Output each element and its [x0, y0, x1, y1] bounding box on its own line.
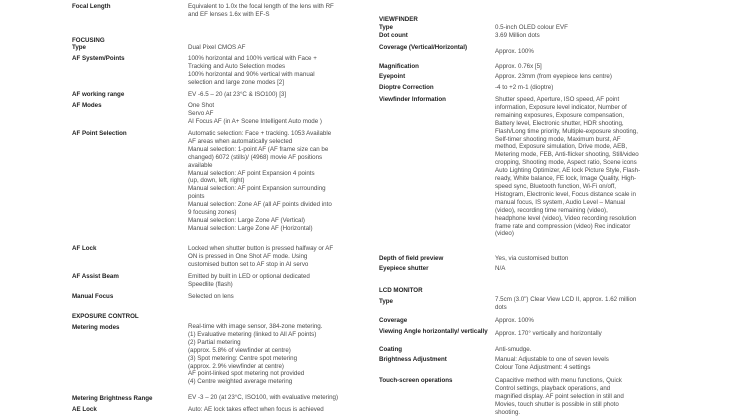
spec-value-line: Control settings, playback operations, and	[495, 384, 611, 392]
spec-label-coverage-vertical-horizontal: Coverage (Vertical/Horizontal)	[379, 44, 468, 51]
spec-value-line: -4 to +2 m-1 (dioptre)	[495, 84, 554, 91]
spec-value-line: Auto: AE lock takes effect when focus is achieved	[188, 406, 324, 413]
spec-label-af-point-selection: AF Point Selection	[72, 130, 127, 137]
spec-value-line: headphone level (video), Video recording resolution	[495, 214, 637, 222]
spec-label-focusing: FOCUSING	[72, 37, 105, 44]
spec-value-line: Histogram, Electronic level, Focus distance scale in	[495, 190, 636, 198]
spec-value-line: customised button set to AF stop in AI servo	[188, 260, 309, 268]
spec-value-line: Approx. 170° vertically and horizontally	[495, 330, 602, 337]
spec-label-dot-count: Dot count	[379, 32, 408, 39]
spec-label-depth-of-field-preview: Depth of field preview	[379, 255, 444, 262]
spec-value-line: Colour Tone Adjustment: 4 settings	[495, 363, 591, 371]
spec-value-line: EV -3 – 20 (at 23°C, ISO100, with evaluative metering)	[188, 394, 339, 401]
spec-value-line: points	[188, 193, 205, 201]
spec-label-lcd-monitor: LCD MONITOR	[379, 287, 423, 294]
spec-value-line: AF areas when automatically selected	[188, 137, 293, 145]
spec-value-line: EV -6.5 – 20 (at 23°C & ISO100) [3]	[188, 91, 287, 98]
spec-value-ae-lock	[188, 406, 370, 414]
spec-value-line: Yes, via customised button	[495, 255, 569, 262]
spec-value-line: frame rate and compression (video) Rec indicator	[495, 222, 631, 230]
spec-value-touch-screen-operations	[495, 377, 663, 417]
spec-value-line: magnified display. AF point selection in still and	[495, 392, 624, 400]
spec-value-line: Movies, touch shutter is possible in still photo	[495, 400, 619, 408]
spec-label-manual-focus: Manual Focus	[72, 293, 114, 300]
spec-value-type	[495, 24, 663, 32]
spec-value-depth-of-field-preview	[495, 255, 663, 263]
spec-value-line: ready, White balance, FE lock, Image Quality, High-	[495, 175, 637, 183]
spec-value-line: shooting.	[495, 408, 521, 416]
spec-label-dioptre-correction: Dioptre Correction	[379, 84, 434, 91]
spec-label-type: Type	[72, 44, 86, 51]
spec-label-viewfinder-information: Viewfinder Information	[379, 96, 446, 103]
spec-label-exposure-control: EXPOSURE CONTROL	[72, 313, 139, 320]
spec-value-line: Dual Pixel CMOS AF	[188, 44, 246, 51]
spec-label-ae-lock: AE Lock	[72, 406, 97, 413]
spec-value-af-lock	[188, 245, 370, 269]
spec-label-coating: Coating	[379, 346, 403, 353]
spec-value-line: Servo AF	[188, 109, 214, 117]
spec-value-line: 3.69 Million dots	[495, 32, 540, 39]
spec-value-brightness-adjustment	[495, 356, 663, 372]
spec-value-line: Approx. 100%	[495, 48, 534, 55]
spec-value-af-assist-beam	[188, 273, 370, 289]
spec-value-eyepoint	[495, 73, 663, 81]
spec-label-af-lock: AF Lock	[72, 245, 97, 252]
spec-value-line: Manual selection: Zone AF (all AF points divided into	[188, 201, 332, 209]
spec-label-af-assist-beam: AF Assist Beam	[72, 273, 119, 280]
spec-value-line: (4) Centre weighted average metering	[188, 378, 293, 386]
spec-value-coverage	[495, 317, 663, 325]
spec-value-af-modes	[188, 102, 370, 126]
spec-value-line: 0.5-inch OLED colour EVF	[495, 24, 568, 31]
spec-value-line: AF point-linked spot metering not provided	[188, 370, 305, 378]
spec-value-line: speed sync, Bluetooth function, Wi-Fi on/off,	[495, 182, 616, 190]
spec-value-line: (1) Evaluative metering (linked to All AF points)	[188, 330, 317, 338]
spec-value-magnification	[495, 63, 663, 71]
spec-value-line: (2) Partial metering	[188, 338, 241, 346]
spec-value-line: Auto Lighting Optimizer, AE lock Picture Style, Flash-	[495, 167, 641, 175]
spec-label-eyepoint: Eyepoint	[379, 73, 406, 80]
spec-value-type	[495, 296, 663, 312]
spec-value-line: Approx. 0.76x [5]	[495, 63, 542, 70]
spec-value-coating	[495, 346, 663, 354]
spec-value-metering-modes	[188, 323, 370, 386]
spec-value-line: Equivalent to 1.0x the focal length of the lens with RF	[188, 3, 334, 10]
spec-value-af-working-range	[188, 91, 370, 99]
spec-value-line: 9 focusing zones)	[188, 209, 237, 217]
spec-label-focal-length: Focal Length	[72, 3, 111, 10]
spec-value-line: Manual selection: AF point Expansion 4 points	[188, 169, 315, 177]
spec-label-viewfinder: VIEWFINDER	[379, 16, 418, 23]
spec-label-metering-brightness-range: Metering Brightness Range	[72, 395, 153, 402]
spec-value-dot-count	[495, 32, 663, 40]
spec-value-line: Locked when shutter button is pressed halfway or AF	[188, 245, 334, 252]
spec-label-type: Type	[379, 298, 393, 305]
spec-value-line: N/A	[495, 265, 506, 272]
spec-value-line: (approx. 5.8% of viewfinder at centre)	[188, 346, 291, 354]
spec-value-line: AI Focus AF (in A+ Scene Intelligent Auto mode )	[188, 117, 322, 125]
spec-label-type: Type	[379, 24, 393, 31]
spec-value-af-point-selection	[188, 130, 370, 233]
spec-value-line: selection and large zone modes [2]	[188, 78, 284, 86]
spec-value-af-system-points	[188, 55, 370, 87]
spec-label-af-system-points: AF System/Points	[72, 55, 125, 62]
spec-value-line: Approx. 23mm (from eyepiece lens centre)	[495, 73, 612, 80]
spec-value-focal-length	[188, 3, 370, 19]
spec-value-line: Real-time with image sensor, 384-zone metering.	[188, 323, 323, 330]
spec-value-viewfinder-information	[495, 96, 663, 238]
spec-value-line: (video), recording time remaining (video),	[495, 206, 608, 214]
spec-value-line: (3) Spot metering: Centre spot metering	[188, 354, 298, 362]
spec-value-line: Emitted by built in LED or optional dedicated	[188, 273, 310, 280]
spec-value-line: method, Exposure simulation, Drive mode, AEB,	[495, 143, 628, 151]
spec-value-line: Automatic selection: Face + tracking. 1053 Available	[188, 130, 332, 137]
spec-value-line: Manual selection: 1-point AF (AF frame size can be	[188, 145, 329, 153]
spec-value-line: information, Exposure level indicator, Number of	[495, 103, 627, 111]
spec-value-line: (up, down, left, right)	[188, 177, 245, 185]
spec-value-coverage-vertical-horizontal	[495, 48, 663, 56]
spec-value-line: Capacitive method with menu functions, Quick	[495, 377, 622, 384]
spec-value-line: 7.5cm (3.0") Clear View LCD II, approx. 1.62 million	[495, 296, 637, 303]
spec-value-line: (video)	[495, 230, 514, 238]
spec-value-line: Battery level, Electronic shutter, HDR shooting,	[495, 119, 624, 127]
spec-label-touch-screen-operations: Touch-screen operations	[379, 377, 453, 384]
spec-value-line: Shutter speed, Aperture, ISO speed, AF point	[495, 96, 620, 103]
spec-value-line: Approx. 100%	[495, 317, 534, 324]
spec-value-line: Tracking and Auto Selection modes	[188, 62, 286, 70]
spec-value-type	[188, 44, 370, 52]
spec-value-line: Flash/Long time priority, Multiple-exposure shooting,	[495, 127, 638, 135]
spec-value-line: Speedlite (flash)	[188, 280, 233, 288]
spec-value-line: Manual selection: Large Zone AF (Vertical)	[188, 216, 305, 224]
spec-value-line: remaining exposures, Exposure compensation,	[495, 111, 624, 119]
spec-value-line: ON is pressed in One Shot AF mode. Using	[188, 252, 308, 260]
spec-value-line: and EF lenses 1.6x with EF-S	[188, 10, 270, 18]
spec-value-line: Selected on lens	[188, 293, 234, 300]
spec-value-viewing-angle-horizontally-vertically	[495, 330, 663, 338]
spec-value-line: changed) 6072 (stills)/ (4968) movie AF positions	[188, 153, 323, 161]
spec-value-line: Manual: Adjustable to one of seven levels	[495, 356, 609, 363]
spec-value-line: Self-timer shooting mode, Maximum burst, AF	[495, 135, 621, 143]
spec-value-line: Manual selection: Large Zone AF (Horizontal)	[188, 224, 313, 232]
spec-value-line: available	[188, 161, 213, 169]
spec-value-line: Metering mode, FEB, Anti-flicker shooting, Still/video	[495, 151, 639, 159]
spec-value-line: (approx. 2.9% viewfinder at centre)	[188, 362, 284, 370]
spec-value-line: 100% horizontal and 90% vertical with manual	[188, 70, 315, 78]
spec-label-magnification: Magnification	[379, 63, 419, 70]
spec-value-line: Anti-smudge.	[495, 346, 532, 353]
spec-label-viewing-angle-horizontally-vertically: Viewing Angle horizontally/ vertically	[379, 328, 488, 335]
spec-label-af-modes: AF Modes	[72, 102, 102, 109]
spec-value-eyepiece-shutter	[495, 265, 663, 273]
spec-label-af-working-range: AF working range	[72, 91, 125, 98]
spec-label-brightness-adjustment: Brightness Adjustment	[379, 356, 447, 363]
spec-value-manual-focus	[188, 293, 370, 301]
spec-label-eyepiece-shutter: Eyepiece shutter	[379, 265, 429, 272]
spec-value-line: dots	[495, 303, 507, 311]
spec-value-line: cropping, Shooting mode, Aspect ratio, Scene icons	[495, 159, 637, 167]
spec-value-line: manual focus, IS system, Audio Level – Manual	[495, 198, 626, 206]
spec-value-line: One Shot	[188, 102, 215, 109]
spec-value-dioptre-correction	[495, 84, 663, 92]
spec-value-metering-brightness-range	[188, 394, 370, 402]
spec-value-line: Manual selection: AF point Expansion surrounding	[188, 185, 326, 193]
spec-value-line: 100% horizontal and 100% vertical with Face +	[188, 55, 317, 62]
spec-label-metering-modes: Metering modes	[72, 324, 120, 331]
spec-label-coverage: Coverage	[379, 317, 408, 324]
